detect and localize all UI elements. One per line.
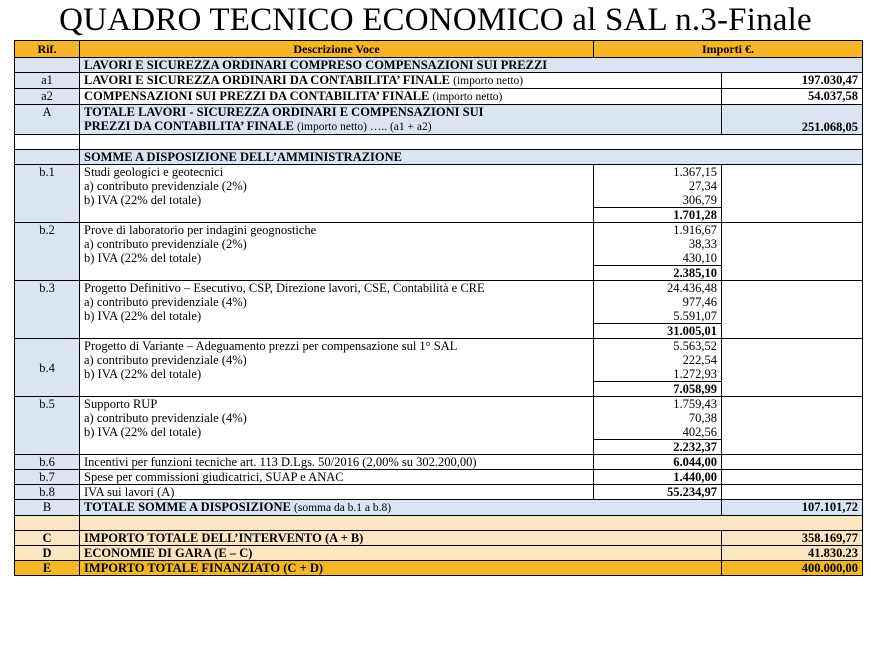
value-b8: 55.234,97 <box>594 485 722 500</box>
b-item-row <box>15 440 863 455</box>
rif-b7: b.7 <box>15 470 80 485</box>
b-item-subtotal: 7.058,99 <box>594 382 722 397</box>
b-item-row <box>15 324 863 339</box>
b-item-value: 222,54 <box>594 353 722 367</box>
header-row <box>15 41 863 58</box>
empty-cell <box>722 455 863 470</box>
label-C: IMPORTO TOTALE DELL’INTERVENTO (A + B) <box>80 531 722 546</box>
note-a2: (importo netto) <box>432 91 503 103</box>
row-A-total <box>15 105 863 135</box>
value-a2: 54.037,58 <box>722 89 863 105</box>
b-item-value: 977,46 <box>594 295 722 309</box>
b-item-row <box>15 208 863 223</box>
label-A <box>80 105 722 135</box>
b-item-subtotal: 1.701,28 <box>594 208 722 223</box>
row-b6 <box>15 455 863 470</box>
b-item-row <box>15 353 863 367</box>
b-item-row <box>15 339 863 354</box>
spacer-cell <box>15 516 80 531</box>
empty-cell <box>722 281 863 296</box>
rif-cell <box>15 150 80 165</box>
empty-cell <box>722 339 863 354</box>
empty-cell <box>722 309 863 324</box>
empty-cell <box>722 237 863 251</box>
empty-cell <box>722 397 863 412</box>
rif-b6: b.6 <box>15 455 80 470</box>
b-item-subline: a) contributo previdenziale (2%) <box>80 179 594 193</box>
b-item-row <box>15 309 863 324</box>
empty-cell <box>722 179 863 193</box>
empty-cell <box>722 193 863 208</box>
note-a1: (importo netto) <box>453 75 524 87</box>
spacer-cell <box>15 135 80 150</box>
b-item-rif: b.1 <box>15 165 80 223</box>
empty-cell <box>722 485 863 500</box>
b-item-row <box>15 266 863 281</box>
note-B: (somma da b.1 a b.8) <box>294 502 392 514</box>
label-b6: Incentivi per funzioni tecniche art. 113 D.Lgs. 50/2016 (2,00% su 302.200,00) <box>80 455 594 470</box>
section-title-lavori: LAVORI E SICUREZZA ORDINARI COMPRESO COMPENSAZIONI SUI PREZZI <box>80 58 863 73</box>
empty-cell <box>722 411 863 425</box>
rif-A: A <box>15 105 80 135</box>
b-item-value: 1.272,93 <box>594 367 722 382</box>
section-title-somme: SOMME A DISPOSIZIONE DELL’AMMINISTRAZIONE <box>80 150 863 165</box>
label-a1-text: LAVORI E SICUREZZA ORDINARI DA CONTABILITA’ FINALE <box>84 73 451 87</box>
b-item-subline: a) contributo previdenziale (4%) <box>80 411 594 425</box>
b-item-subline: b) IVA (22% del totale) <box>80 425 594 440</box>
value-A: 251.068,05 <box>722 105 863 135</box>
b-item-subline: b) IVA (22% del totale) <box>80 193 594 208</box>
b-item-value: 5.563,52 <box>594 339 722 354</box>
b-item-title: Supporto RUP <box>80 397 594 412</box>
value-b6: 6.044,00 <box>594 455 722 470</box>
label-A-line1: TOTALE LAVORI - SICUREZZA ORDINARI E COMPENSAZIONI SUI <box>84 105 484 119</box>
empty-cell <box>722 382 863 397</box>
rif-b8: b.8 <box>15 485 80 500</box>
b-item-subtotal: 31.005,01 <box>594 324 722 339</box>
empty-cell <box>722 295 863 309</box>
b-item-rif: b.4 <box>15 339 80 397</box>
empty-cell <box>722 165 863 180</box>
b-item-subline: b) IVA (22% del totale) <box>80 367 594 382</box>
rif-a2: a2 <box>15 89 80 105</box>
header-importi: Importi €. <box>594 41 863 58</box>
b-item-row <box>15 295 863 309</box>
b-item-row <box>15 382 863 397</box>
b-item-row <box>15 223 863 238</box>
qte-table-body <box>15 41 863 576</box>
value-a1: 197.030,47 <box>722 73 863 89</box>
empty-cell <box>722 251 863 266</box>
spacer-cell <box>80 135 863 150</box>
b-item-value: 24.436,48 <box>594 281 722 296</box>
label-A-line2: PREZZI DA CONTABILITA’ FINALE <box>84 119 294 133</box>
b-item-row <box>15 165 863 180</box>
b-item-row <box>15 411 863 425</box>
b-item-title: Progetto di Variante – Adeguamento prezzi per compensazione sul 1° SAL <box>80 339 594 354</box>
empty-cell <box>722 266 863 281</box>
b-item-value: 1.916,67 <box>594 223 722 238</box>
empty-cell <box>722 425 863 440</box>
label-D: ECONOMIE DI GARA (E – C) <box>80 546 722 561</box>
b-item-value: 306,79 <box>594 193 722 208</box>
b-item-value: 5.591,07 <box>594 309 722 324</box>
b-item-row <box>15 397 863 412</box>
b-item-row <box>15 367 863 382</box>
spacer-cell <box>80 516 863 531</box>
rif-a1: a1 <box>15 73 80 89</box>
b-item-blank <box>80 324 594 339</box>
b-item-blank <box>80 208 594 223</box>
empty-cell <box>722 324 863 339</box>
empty-cell <box>722 353 863 367</box>
b-item-value: 402,56 <box>594 425 722 440</box>
value-E: 400.000,00 <box>722 561 863 576</box>
b-item-value: 38,33 <box>594 237 722 251</box>
row-C <box>15 531 863 546</box>
b-item-row <box>15 425 863 440</box>
label-B-text: TOTALE SOMME A DISPOSIZIONE <box>84 500 291 514</box>
spacer-row <box>15 516 863 531</box>
b-item-value: 1.367,15 <box>594 165 722 180</box>
row-a2 <box>15 89 863 105</box>
b-item-subtotal: 2.385,10 <box>594 266 722 281</box>
row-a1 <box>15 73 863 89</box>
value-D: 41.830.23 <box>722 546 863 561</box>
rif-B: B <box>15 500 80 516</box>
note-A: (importo netto) ….. (a1 + a2) <box>297 121 432 133</box>
b-item-title: Prove di laboratorio per indagini geognostiche <box>80 223 594 238</box>
b-item-blank <box>80 266 594 281</box>
b-item-subline: b) IVA (22% del totale) <box>80 251 594 266</box>
b-item-rif: b.3 <box>15 281 80 339</box>
b-item-value: 1.759,43 <box>594 397 722 412</box>
row-E <box>15 561 863 576</box>
label-B <box>80 500 722 516</box>
value-C: 358.169,77 <box>722 531 863 546</box>
rif-E: E <box>15 561 80 576</box>
empty-cell <box>722 223 863 238</box>
b-item-subline: a) contributo previdenziale (4%) <box>80 353 594 367</box>
section-row-somme <box>15 150 863 165</box>
empty-cell <box>722 208 863 223</box>
b-item-value: 430,10 <box>594 251 722 266</box>
label-b8: IVA sui lavori (A) <box>80 485 594 500</box>
label-a1 <box>80 73 722 89</box>
rif-cell <box>15 58 80 73</box>
b-item-subline: a) contributo previdenziale (4%) <box>80 295 594 309</box>
b-item-row <box>15 281 863 296</box>
header-rif: Rif. <box>15 41 80 58</box>
b-item-value: 70,38 <box>594 411 722 425</box>
value-b7: 1.440,00 <box>594 470 722 485</box>
b-item-value: 27,34 <box>594 179 722 193</box>
row-B-total <box>15 500 863 516</box>
row-b7 <box>15 470 863 485</box>
row-D <box>15 546 863 561</box>
label-b7: Spese per commissioni giudicatrici, SUAP e ANAC <box>80 470 594 485</box>
b-item-subline: b) IVA (22% del totale) <box>80 309 594 324</box>
empty-cell <box>722 470 863 485</box>
section-row-lavori <box>15 58 863 73</box>
empty-cell <box>722 440 863 455</box>
b-item-blank <box>80 382 594 397</box>
b-item-title: Studi geologici e geotecnici <box>80 165 594 180</box>
label-a2-text: COMPENSAZIONI SUI PREZZI DA CONTABILITA’ FINALE <box>84 89 430 103</box>
label-E: IMPORTO TOTALE FINANZIATO (C + D) <box>80 561 722 576</box>
b-item-row <box>15 179 863 193</box>
b-item-rif: b.5 <box>15 397 80 455</box>
b-item-blank <box>80 440 594 455</box>
value-B: 107.101,72 <box>722 500 863 516</box>
spacer-row <box>15 135 863 150</box>
empty-cell <box>722 367 863 382</box>
document-title: QUADRO TECNICO ECONOMICO al SAL n.3-Finale <box>59 2 812 38</box>
header-descrizione: Descrizione Voce <box>80 41 594 58</box>
b-item-row <box>15 193 863 208</box>
rif-C: C <box>15 531 80 546</box>
rif-D: D <box>15 546 80 561</box>
label-a2 <box>80 89 722 105</box>
qte-table <box>14 40 863 576</box>
b-item-row <box>15 237 863 251</box>
b-item-subline: a) contributo previdenziale (2%) <box>80 237 594 251</box>
b-item-rif: b.2 <box>15 223 80 281</box>
row-b8 <box>15 485 863 500</box>
b-item-row <box>15 251 863 266</box>
b-item-title: Progetto Definitivo – Esecutivo, CSP, Direzione lavori, CSE, Contabilità e CRE <box>80 281 594 296</box>
b-item-subtotal: 2.232,37 <box>594 440 722 455</box>
